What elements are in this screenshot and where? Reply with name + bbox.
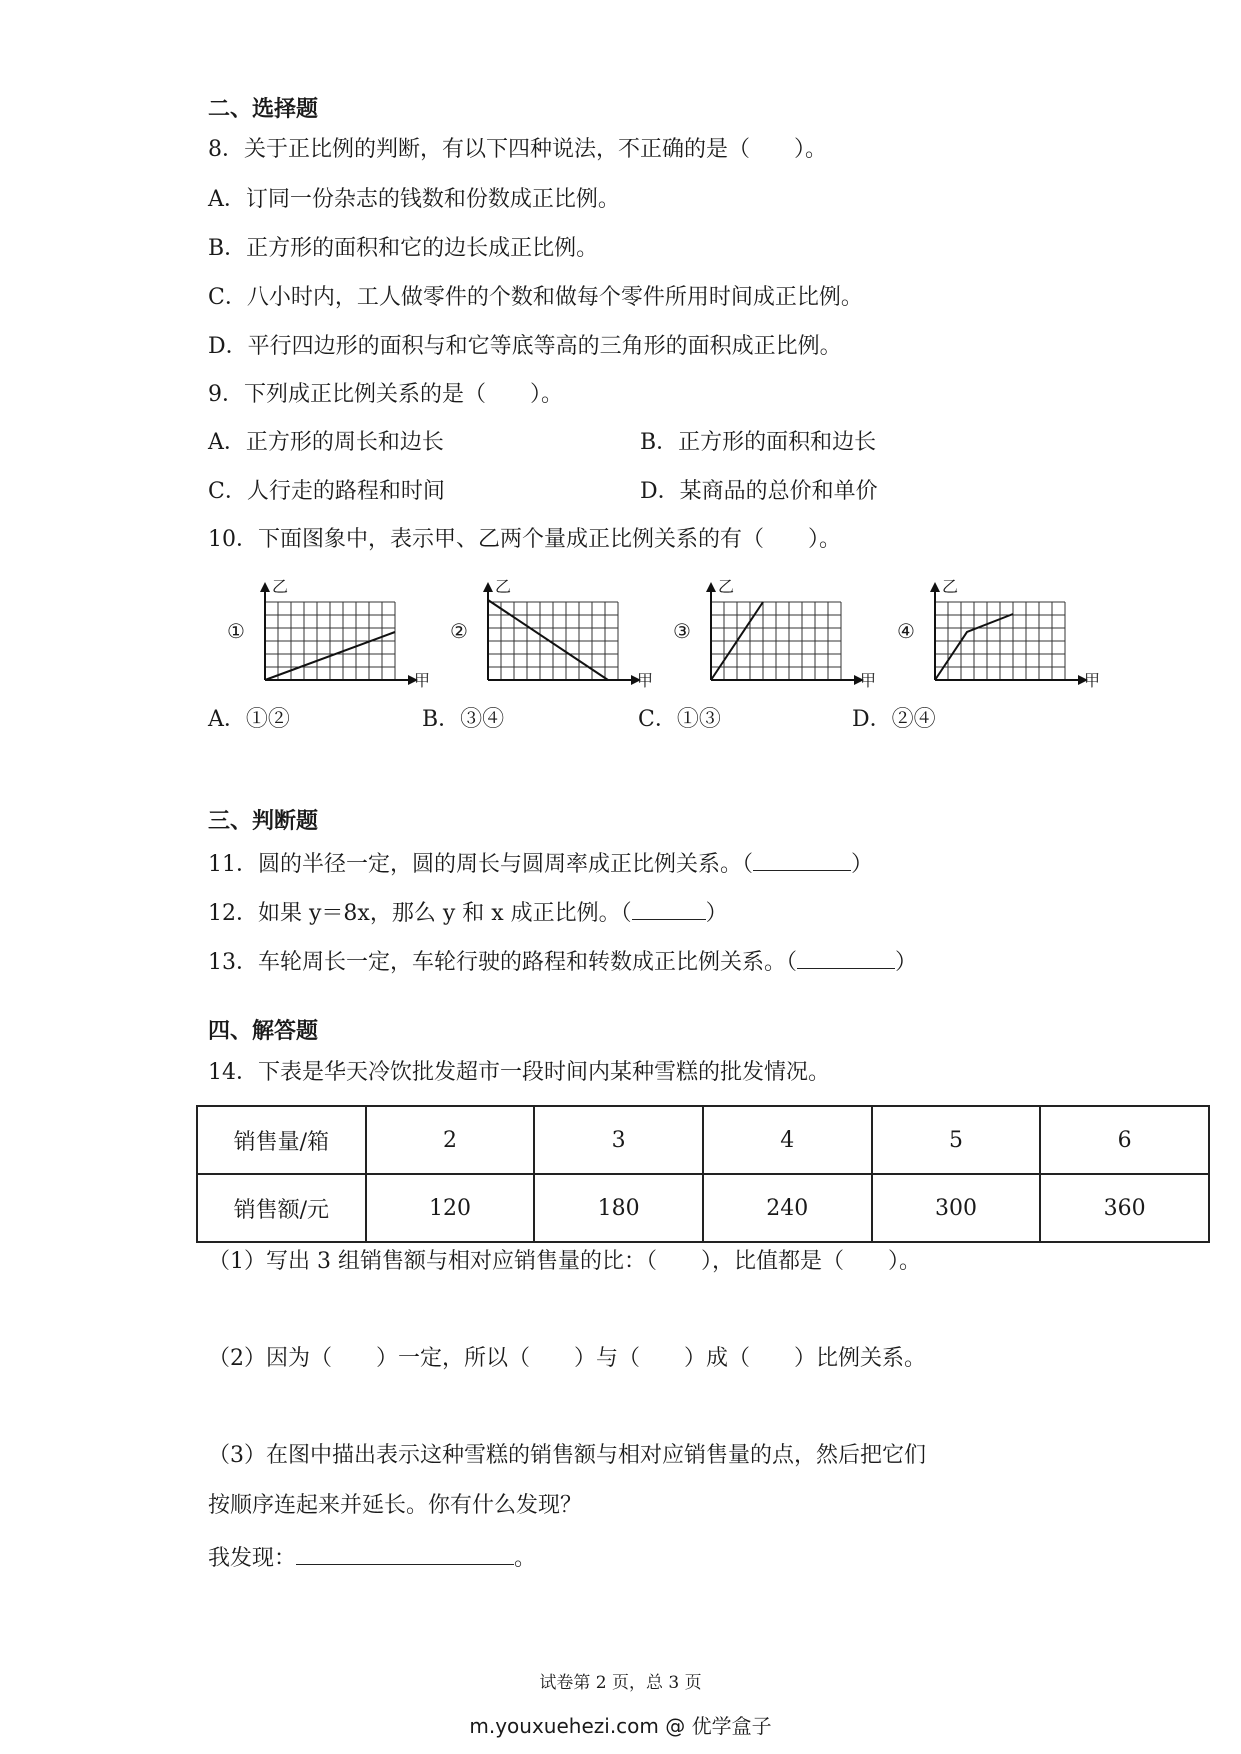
graph-1-x-label: 甲 [414, 671, 431, 690]
table-cell: 2 [366, 1106, 535, 1174]
table-row [197, 1174, 1209, 1242]
q9-stem: 9．下列成正比例关系的是（ ）。 [208, 382, 563, 407]
table-cell: 5 [872, 1106, 1041, 1174]
q10-stem: 10．下面图象中，表示甲、乙两个量成正比例关系的有（ ）。 [208, 527, 841, 552]
q12-close: ） [705, 901, 728, 926]
table-cell: 180 [534, 1174, 703, 1242]
q10-graph-1 [227, 572, 431, 693]
table-row-header: 销售量/箱 [197, 1106, 366, 1174]
page-number: 试卷第 2 页，总 3 页 [539, 1673, 702, 1693]
q10-graph-2 [450, 572, 654, 693]
table-row-header: 销售额/元 [197, 1174, 366, 1242]
q8-option-d: D．平行四边形的面积与和它等底等高的三角形的面积成正比例。 [208, 334, 842, 359]
discover-label: 我发现： [208, 1546, 297, 1571]
table-cell: 240 [703, 1174, 872, 1242]
table-cell: 360 [1040, 1174, 1209, 1242]
q8-option-b: B．正方形的面积和它的边长成正比例。 [208, 236, 599, 261]
graph-4-y-label: 乙 [942, 577, 959, 596]
graph-3-number: ③ [673, 619, 691, 643]
q11-text: 11．圆的半径一定，圆的周长与圆周率成正比例关系。（ [208, 852, 753, 877]
q9-option-b: B．正方形的面积和边长 [640, 430, 877, 455]
q13-close: ） [895, 950, 918, 975]
q10-graph-4 [897, 572, 1101, 693]
discover-answer-blank[interactable] [296, 1542, 514, 1565]
q10-option-c: C．①③ [638, 707, 721, 732]
q12 [208, 897, 728, 929]
table-cell: 4 [703, 1106, 872, 1174]
graph-4-x-label: 甲 [1084, 671, 1101, 690]
graph-2-number: ② [450, 619, 468, 643]
q11 [208, 848, 873, 880]
table-cell: 3 [534, 1106, 703, 1174]
graph-1-y-label: 乙 [272, 577, 289, 596]
graph-1-number: ① [227, 619, 245, 643]
q12-text: 12．如果 y＝8x，那么 y 和 x 成正比例。（ [208, 901, 632, 926]
q10-option-b: B．③④ [422, 707, 505, 732]
q8-option-c: C．八小时内，工人做零件的个数和做每个零件所用时间成正比例。 [208, 285, 863, 310]
q13-answer-blank[interactable] [797, 946, 895, 969]
section-title-choice: 二、选择题 [208, 97, 319, 122]
q10-option-d: D．②④ [852, 707, 936, 732]
q9-option-a: A．正方形的周长和边长 [208, 430, 444, 455]
table-cell: 300 [872, 1174, 1041, 1242]
graph-2-x-label: 甲 [637, 671, 654, 690]
q14-part-2: （2）因为（ ）一定，所以（ ）与（ ）成（ ）比例关系。 [208, 1346, 926, 1371]
graph-3-y-label: 乙 [718, 577, 735, 596]
table-cell: 120 [366, 1174, 535, 1242]
sales-table [196, 1105, 1210, 1243]
section-title-judge: 三、判断题 [208, 809, 319, 834]
q12-answer-blank[interactable] [632, 897, 706, 920]
table-row [197, 1106, 1209, 1174]
table-cell: 6 [1040, 1106, 1209, 1174]
q14-stem: 14．下表是华天冷饮批发超市一段时间内某种雪糕的批发情况。 [208, 1060, 830, 1085]
site-watermark: m.youxuehezi.com @ 优学盒子 [469, 1714, 772, 1738]
q11-answer-blank[interactable] [753, 848, 851, 871]
q8-option-a: A．订同一份杂志的钱数和份数成正比例。 [208, 187, 620, 212]
q10-option-a: A．①② [208, 707, 290, 732]
q9-option-d: D．某商品的总价和单价 [640, 479, 878, 504]
graph-2-line [488, 600, 608, 680]
graph-4-number: ④ [897, 619, 915, 643]
q14-discover [208, 1542, 536, 1574]
q9-option-c: C．人行走的路程和时间 [208, 479, 445, 504]
graph-2-y-label: 乙 [495, 577, 512, 596]
q14-part-1: （1）写出 3 组销售额与相对应销售量的比：（ ），比值都是（ ）。 [208, 1249, 921, 1274]
q14-part-3-line1: （3）在图中描出表示这种雪糕的销售额与相对应销售量的点，然后把它们 [208, 1443, 926, 1468]
discover-end: 。 [514, 1546, 537, 1571]
q13 [208, 946, 917, 978]
q14-part-3-line2: 按顺序连起来并延长。你有什么发现？ [208, 1493, 583, 1518]
q8-stem: 8．关于正比例的判断，有以下四种说法，不正确的是（ ）。 [208, 137, 827, 162]
q13-text: 13．车轮周长一定，车轮行驶的路程和转数成正比例关系。（ [208, 950, 797, 975]
graph-3-x-label: 甲 [860, 671, 877, 690]
section-title-answer: 四、解答题 [208, 1019, 319, 1044]
q10-graph-3 [673, 572, 877, 693]
q11-close: ） [851, 852, 874, 877]
